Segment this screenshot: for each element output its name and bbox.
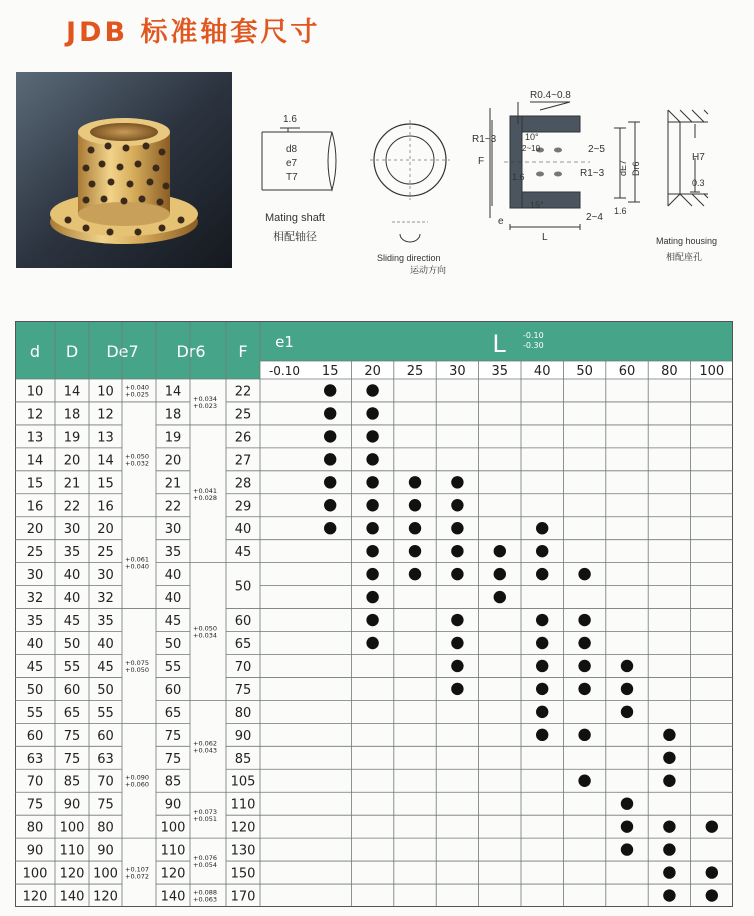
cell-dr6: 14 [164,384,182,400]
cell-dr6: 75 [164,728,182,744]
length-dot-60 [621,843,633,855]
shaft-tol-label: 1.6 [283,114,297,125]
dr6-tol-up: +0.073 [193,808,218,817]
cell-D: 120 [59,866,85,882]
length-dot-50 [578,775,590,787]
length-dot-15 [324,430,336,442]
cell-F: 75 [234,682,252,698]
length-dot-40 [536,706,548,718]
length-dot-100 [706,866,718,878]
cell-dr6: 19 [164,430,182,446]
length-dot-25 [409,568,421,580]
header-length-60: 60 [618,364,636,379]
header-length-80: 80 [661,364,678,379]
section-angle2-label: 15° [530,200,544,210]
cell-dr6: 120 [160,866,186,882]
cell-D: 85 [63,774,81,790]
section-tol16b-label: 1.6 [614,206,627,216]
cell-dr6: 60 [164,682,182,698]
header-D: D [65,342,79,361]
section-L-label: L [542,232,548,243]
dr6-tol-dn: +0.054 [193,861,218,870]
cell-de7: 120 [93,889,118,905]
section-dE7-label: dE7 [618,159,628,176]
de7-tol-up: +0.107 [125,865,150,874]
length-dot-60 [621,820,633,832]
dr6-tol-dn: +0.043 [193,746,218,755]
cell-D: 30 [63,522,81,538]
de7-tol-dn: +0.025 [125,390,150,399]
section-r2-label: R1~3 [472,134,497,145]
cell-D: 50 [63,637,81,652]
cell-D: 21 [63,476,81,492]
cell-d: 45 [26,659,44,675]
header-L-tol-dn: -0.30 [523,341,544,350]
cell-de7: 40 [97,637,114,652]
de7-tol-dn: +0.032 [125,459,150,468]
dr6-tol-up: +0.088 [193,888,218,897]
cell-dr6: 65 [164,705,182,721]
dr6-tol-dn: +0.051 [193,815,218,824]
length-dot-80 [663,889,675,901]
cell-d: 25 [26,545,44,561]
cell-dr6: 20 [164,453,182,469]
dr6-tol-dn: +0.034 [193,631,218,640]
length-dot-30 [451,568,463,580]
cell-F: 26 [234,430,252,446]
cell-de7: 63 [97,751,114,767]
header-length-15: 15 [321,364,339,379]
length-dot-30 [451,545,463,557]
length-dot-60 [621,660,633,672]
shaft-d8-label: d8 [286,144,298,155]
cell-F: 130 [230,843,256,859]
length-dot-50 [578,614,590,626]
mating-shaft-drawing [262,128,336,190]
cell-D: 55 [63,659,81,675]
cell-de7: 55 [97,705,114,721]
cell-D: 45 [63,614,81,630]
cell-dr6: 45 [164,614,182,630]
cell-dr6: 18 [164,407,182,423]
page-title: JDB 标准轴套尺寸 [66,17,321,48]
cell-de7: 10 [97,384,114,400]
cell-d: 50 [26,682,44,698]
section-range1-label: 2~10 [522,144,541,153]
cell-d: 55 [26,705,44,721]
cell-D: 140 [59,889,85,905]
cell-de7: 35 [97,614,114,630]
shaft-en-label: Mating shaft [265,212,325,224]
cell-dr6: 75 [164,751,182,767]
de7-tol-up: +0.075 [125,658,150,667]
de7-tol-up: +0.040 [125,383,150,392]
dr6-tol-up: +0.076 [193,854,218,863]
cell-dr6: 40 [164,568,182,584]
length-dot-20 [366,568,378,580]
cell-D: 90 [63,797,81,813]
length-dot-40 [536,614,548,626]
cell-d: 100 [22,866,48,882]
length-dot-40 [536,545,548,557]
length-dot-40 [536,637,548,649]
cell-D: 22 [63,499,81,515]
length-dot-20 [366,499,378,511]
header-length-50: 50 [576,364,593,379]
length-dot-35 [494,545,506,557]
section-e-label: e [498,216,504,227]
cell-de7: 90 [97,843,114,859]
cell-d: 40 [26,637,44,652]
cell-F: 29 [234,499,252,515]
de7-tol-up: +0.090 [125,773,150,782]
cell-D: 40 [63,591,81,607]
housing-cn-label: 相配座孔 [666,252,703,262]
cell-dr6: 22 [164,499,182,515]
header-L: L [492,330,506,358]
length-dot-40 [536,660,548,672]
length-dot-20 [366,591,378,603]
length-dot-50 [578,660,590,672]
de7-tol-dn: +0.060 [125,780,150,789]
cell-F: 27 [234,453,252,469]
cell-d: 20 [26,522,44,538]
length-dot-20 [366,407,378,419]
length-dot-20 [366,476,378,488]
sliding-cn-label: 运动方向 [410,265,447,275]
header-length-100: 100 [699,364,725,379]
cell-de7: 16 [97,499,114,515]
header-length-30: 30 [449,364,466,379]
length-dot-40 [536,522,548,534]
header-Dr6: Dr6 [176,342,206,361]
cell-dr6: 100 [160,820,186,836]
length-dot-40 [536,683,548,695]
header-F: F [238,342,248,361]
section-angle1-label: 10° [525,132,539,142]
cell-d: 120 [22,889,48,905]
shaft-cn-label: 相配轴径 [273,231,317,243]
length-dot-35 [494,568,506,580]
length-dot-40 [536,568,548,580]
length-dot-15 [324,522,336,534]
dr6-tol-up: +0.041 [193,486,218,495]
length-dot-60 [621,683,633,695]
cell-de7: 12 [97,407,114,423]
dr6-tol-up: +0.050 [193,624,218,633]
cell-d: 32 [26,591,44,607]
header-L-tol-up: -0.10 [523,331,544,340]
length-dot-25 [409,476,421,488]
housing-v03-label: 0.3 [692,178,705,188]
cell-de7: 50 [97,682,114,698]
section-r1-label: R0.4~0.8 [530,90,571,101]
cell-de7: 70 [97,774,114,790]
header-d: d [29,342,41,361]
cell-D: 75 [63,751,81,767]
length-dot-15 [324,499,336,511]
cell-dr6: 50 [164,637,182,652]
cell-d: 15 [26,476,44,492]
cell-F: 120 [230,820,256,836]
cell-d: 14 [26,453,44,469]
cell-de7: 32 [97,591,114,607]
cell-dr6: 55 [164,659,182,675]
section-F-label: F [478,156,485,167]
bushing-photo [16,72,232,268]
length-dot-20 [366,430,378,442]
cell-d: 63 [26,751,44,767]
dr6-tol-up: +0.034 [193,394,218,403]
cell-d: 13 [26,430,44,446]
shaft-e7-label: e7 [286,158,298,169]
section-range3-label: 2~4 [586,212,603,223]
length-dot-25 [409,522,421,534]
cell-de7: 25 [97,545,114,561]
length-dot-20 [366,384,378,396]
cell-de7: 45 [97,659,114,675]
cell-d: 12 [26,407,44,423]
cell-D: 110 [59,843,85,859]
length-dot-30 [451,614,463,626]
cell-d: 90 [26,843,44,859]
length-dot-100 [706,889,718,901]
dr6-tol-dn: +0.028 [193,493,218,502]
cell-de7: 13 [97,430,114,446]
de7-tol-dn: +0.040 [125,562,150,571]
length-dot-30 [451,683,463,695]
cell-de7: 15 [97,476,114,492]
cell-D: 35 [63,545,81,561]
cell-F: 65 [234,637,252,652]
cell-F: 85 [234,751,252,767]
de7-tol-dn: +0.050 [125,665,150,674]
cell-F: 110 [230,797,256,813]
length-dot-35 [494,591,506,603]
header-e1: e1 [275,333,294,351]
section-Dr6-label: Dr6 [631,161,641,176]
cell-dr6: 40 [164,591,182,607]
length-dot-20 [366,453,378,465]
cell-F: 45 [234,545,252,561]
cell-F: 90 [234,728,252,744]
cell-D: 65 [63,705,81,721]
length-dot-80 [663,775,675,787]
section-r3-label: R1~3 [580,168,605,179]
cell-dr6: 30 [164,522,182,538]
length-dot-30 [451,522,463,534]
length-dot-25 [409,499,421,511]
sliding-en-label: Sliding direction [377,253,441,263]
length-dot-15 [324,453,336,465]
cell-dr6: 21 [164,476,182,492]
sliding-ring-drawing [370,120,450,242]
cell-d: 35 [26,614,44,630]
header-length-20: 20 [364,364,381,379]
cell-de7: 30 [97,568,114,584]
cell-de7: 75 [97,797,114,813]
cell-de7: 14 [97,453,114,469]
length-dot-80 [663,843,675,855]
de7-tol-dn: +0.072 [125,872,150,881]
cell-dr6: 110 [160,843,186,859]
cell-D: 19 [63,430,81,446]
cell-de7: 80 [97,820,114,836]
dr6-tol-dn: +0.063 [193,895,218,904]
length-dot-80 [663,752,675,764]
length-dot-30 [451,660,463,672]
section-range2-label: 2~5 [588,144,605,155]
cell-F: 28 [234,476,252,492]
length-dot-80 [663,729,675,741]
cell-F: 70 [234,659,252,675]
cell-D: 18 [63,407,81,423]
length-dot-50 [578,568,590,580]
length-dot-30 [451,499,463,511]
cell-de7: 20 [97,522,114,538]
size-table [15,321,733,907]
cell-d: 30 [26,568,44,584]
header-e1-tol: -0.10 [268,364,301,378]
cell-de7: 100 [93,866,118,882]
cell-F: 150 [230,866,256,882]
header-length-35: 35 [491,364,509,379]
cell-dr6: 140 [160,889,186,905]
de7-tol-up: +0.061 [125,555,150,564]
cell-F: 22 [234,384,252,400]
header-length-25: 25 [406,364,424,379]
length-dot-80 [663,820,675,832]
length-dot-40 [536,729,548,741]
housing-en-label: Mating housing [656,236,718,246]
length-dot-80 [663,866,675,878]
length-dot-60 [621,797,633,809]
cell-d: 70 [26,774,44,790]
shaft-t7-label: T7 [286,172,298,183]
cell-dr6: 90 [164,797,182,813]
cell-D: 75 [63,728,81,744]
cell-d: 16 [26,499,44,515]
cell-F-merged: 50 [234,579,252,595]
length-dot-50 [578,683,590,695]
cell-F: 105 [230,774,256,790]
cell-F: 60 [234,614,252,630]
section-tol16a-label: 1.6 [512,172,525,182]
length-dot-50 [578,637,590,649]
length-dot-30 [451,637,463,649]
cell-dr6: 85 [164,774,182,790]
cell-D: 60 [63,682,81,698]
length-dot-20 [366,637,378,649]
cell-F: 40 [234,522,252,538]
cell-dr6: 35 [164,545,182,561]
length-dot-15 [324,384,336,396]
cell-D: 20 [63,453,81,469]
header-De7: De7 [106,342,139,361]
length-dot-25 [409,545,421,557]
cell-d: 75 [26,797,44,813]
cell-D: 100 [59,820,85,836]
length-dot-50 [578,729,590,741]
cell-de7: 60 [97,728,114,744]
dr6-tol-up: +0.062 [193,739,218,748]
length-dot-20 [366,545,378,557]
length-dot-30 [451,476,463,488]
length-dot-15 [324,407,336,419]
length-dot-15 [324,476,336,488]
dr6-tol-dn: +0.023 [193,401,218,410]
cell-F: 25 [234,407,252,423]
cell-d: 10 [26,384,44,400]
technical-drawings [240,80,750,290]
length-dot-100 [706,820,718,832]
cell-F: 170 [230,889,256,905]
length-dot-60 [621,706,633,718]
cell-D: 40 [63,568,81,584]
cell-d: 80 [26,820,44,836]
de7-tol-up: +0.050 [125,452,150,461]
housing-h7-label: H7 [692,152,705,163]
cell-F: 80 [234,705,252,721]
length-dot-20 [366,614,378,626]
cell-d: 60 [26,728,44,744]
length-dot-20 [366,522,378,534]
cell-D: 14 [63,384,81,400]
header-length-40: 40 [533,364,551,379]
